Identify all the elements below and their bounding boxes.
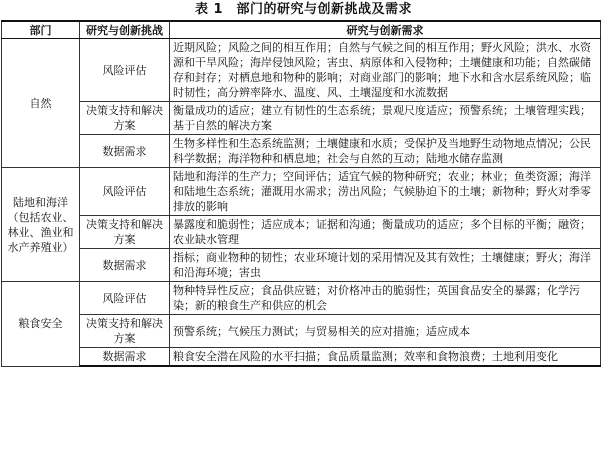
challenge-cell: 数据需求 (80, 135, 170, 168)
needs-cell: 生物多样性和生态系统监测；土壤健康和水质；受保护及当地野生动物地点情况；公民科学数据；海洋物种和栖息地；社会与自然的互动；陆地水储存监测 (170, 135, 601, 168)
table-row (2, 249, 601, 282)
table-row (2, 216, 601, 249)
challenge-cell: 风险评估 (80, 39, 170, 102)
header-needs: 研究与创新需求 (170, 21, 601, 39)
table-caption: 表 1 部门的研究与创新挑战及需求 (194, 2, 413, 17)
table-row (2, 168, 601, 216)
needs-cell: 预警系统；气候压力测试；与贸易相关的应对措施；适应成本 (170, 315, 601, 348)
needs-cell: 物种特异性反应；食品供应链；对价格冲击的脆弱性；英国食品安全的暴露；化学污染；新的粮食生产和供应的机会 (170, 282, 601, 315)
challenge-cell: 数据需求 (80, 249, 170, 282)
table-row (2, 102, 601, 135)
table-row (2, 39, 601, 102)
department-cell-nature: 自然 (2, 39, 80, 168)
challenge-cell: 风险评估 (80, 282, 170, 315)
department-cell-land-sea: 陆地和海洋（包括农业、林业、渔业和水产养殖业） (2, 168, 80, 282)
challenge-cell: 决策支持和解决方案 (80, 216, 170, 249)
header-challenge: 研究与创新挑战 (80, 21, 170, 39)
department-cell-food-security: 粮食安全 (2, 282, 80, 367)
needs-cell: 近期风险；风险之间的相互作用；自然与气候之间的相互作用；野火风险；洪水、水资源和干旱风险；海岸侵蚀风险；害虫、病原体和入侵物种；土壤健康和功能；自然碳储存和封存；对栖息地和物种的影响；对商业部门的影响；地下水和含水层系统风险；临时韧性；高分辨率降水、温度、风、土壤湿度和水流数据 (170, 39, 601, 102)
challenge-cell: 数据需求 (80, 348, 170, 367)
challenge-cell: 决策支持和解决方案 (80, 102, 170, 135)
challenge-cell: 决策支持和解决方案 (80, 315, 170, 348)
needs-cell: 指标；商业物种的韧性；农业环境计划的采用情况及其有效性；土壤健康；野火；海洋和沿海环境；害虫 (170, 249, 601, 282)
table-row (2, 135, 601, 168)
table-header-row (2, 21, 601, 39)
needs-cell: 陆地和海洋的生产力；空间评估；适宜气候的物种研究；农业；林业；鱼类资源；海洋和陆地生态系统；灌溉用水需求；涝出风险；气候胁迫下的土壤；新物种；野火对季零排放的影响 (170, 168, 601, 216)
table-row (2, 348, 601, 367)
challenge-cell: 风险评估 (80, 168, 170, 216)
needs-cell: 衡量成功的适应；建立有韧性的生态系统；景观尺度适应；预警系统；土壤管理实践；基于自然的解决方案 (170, 102, 601, 135)
table-row (2, 282, 601, 315)
needs-cell: 暴露度和脆弱性；适应成本；证据和沟通；衡量成功的适应；多个目标的平衡；融资；农业缺水管理 (170, 216, 601, 249)
needs-cell: 粮食安全潜在风险的水平扫描；食品质量监测；效率和食物浪费；土地利用变化 (170, 348, 601, 367)
header-department: 部门 (2, 21, 80, 39)
requirements-table (1, 20, 601, 367)
table-row (2, 315, 601, 348)
